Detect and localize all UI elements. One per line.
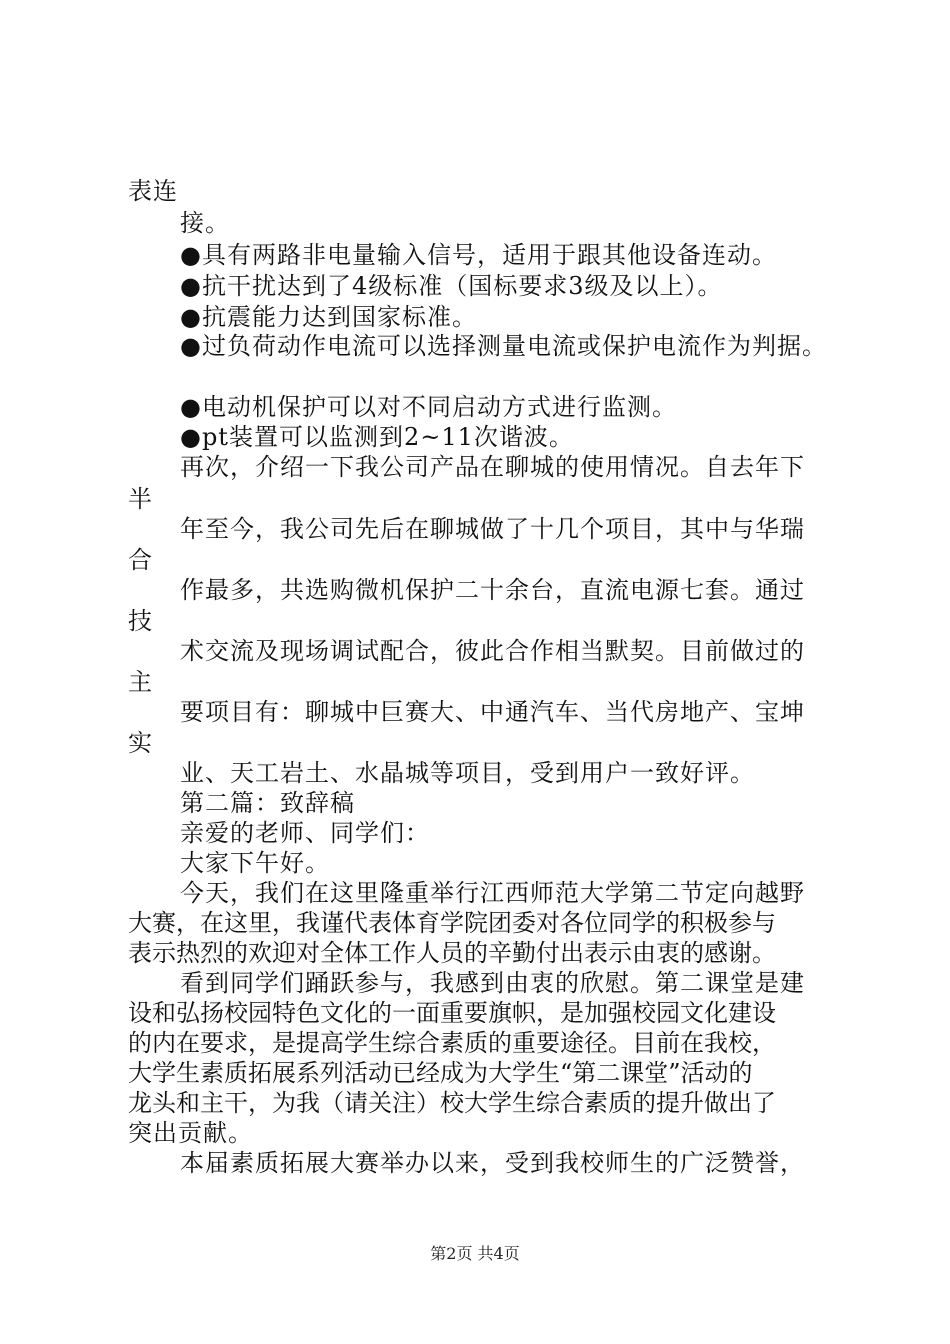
text-line: 设和弘扬校园特色文化的一面重要旗帜，是加强校园文化建设 [128, 999, 776, 1027]
text-line: 年至今，我公司先后在聊城做了十几个项目，其中与华瑞 [180, 515, 805, 543]
text-line: ●pt装置可以监测到2~11次谐波。 [180, 423, 574, 451]
text-line: ●具有两路非电量输入信号，适用于跟其他设备连动。 [180, 241, 777, 269]
text-line: 半 [128, 485, 153, 513]
text-line: 亲爱的老师、同学们： [180, 819, 430, 847]
text-line: 表示热烈的欢迎对全体工作人员的辛勤付出表示由衷的感谢。 [128, 939, 776, 967]
text-line: ●抗干扰达到了4级标准（国标要求3级及以上）。 [180, 272, 723, 300]
text-line: 看到同学们踊跃参与，我感到由衷的欣慰。第二课堂是建 [180, 969, 805, 997]
text-line: 主 [128, 668, 153, 696]
text-line: 大赛，在这里，我谨代表体育学院团委对各位同学的积极参与 [128, 909, 776, 937]
text-line: ●过负荷动作电流可以选择测量电流或保护电流作为判据。 [180, 332, 827, 360]
text-line: 的内在要求，是提高学生综合素质的重要途径。目前在我校， [128, 1029, 776, 1057]
text-line: 大家下午好。 [180, 849, 330, 877]
text-line: 实 [128, 729, 153, 757]
text-line: 突出贡献。 [128, 1119, 253, 1147]
text-line: 业、天工岩土、水晶城等项目，受到用户一致好评。 [180, 759, 755, 787]
page-number-footer: 第2页 共4页 [430, 1244, 520, 1263]
text-line: 今天，我们在这里隆重举行江西师范大学第二节定向越野 [180, 879, 805, 907]
text-line: 再次，介绍一下我公司产品在聊城的使用情况。自去年下 [180, 453, 805, 481]
text-line: ●电动机保护可以对不同启动方式进行监测。 [180, 393, 677, 421]
section-heading: 第二篇：致辞稿 [180, 789, 355, 817]
text-line: 大学生素质拓展系列活动已经成为大学生“第二课堂”活动的 [128, 1059, 753, 1087]
text-line: 龙头和主干，为我（请关注）校大学生综合素质的提升做出了 [128, 1089, 776, 1117]
text-line: 接。 [180, 209, 230, 237]
text-line: 本届素质拓展大赛举办以来，受到我校师生的广泛赞誉， [180, 1149, 805, 1177]
text-line: 要项目有：聊城中巨赛大、中通汽车、当代房地产、宝坤 [180, 698, 805, 726]
text-line: 合 [128, 546, 153, 574]
text-line: 作最多，共选购微机保护二十余台，直流电源七套。通过 [180, 576, 805, 604]
text-line: 术交流及现场调试配合，彼此合作相当默契。目前做过的 [180, 637, 805, 665]
text-line: 技 [128, 607, 153, 635]
text-line: ●抗震能力达到国家标准。 [180, 303, 477, 331]
text-line: 表连 [128, 177, 178, 205]
